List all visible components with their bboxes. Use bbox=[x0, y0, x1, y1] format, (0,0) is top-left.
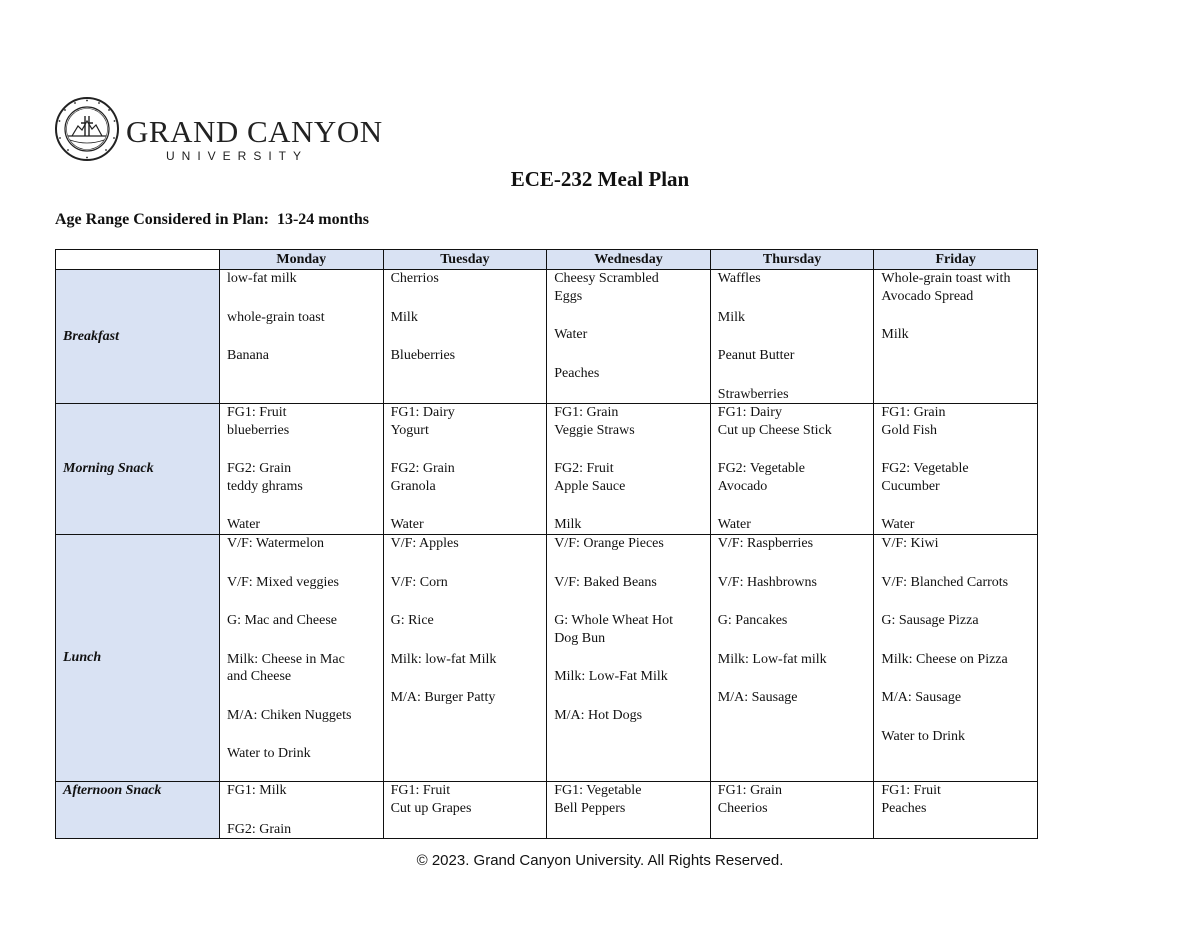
copyright-footer: © 2023. Grand Canyon University. All Rights Reserved. bbox=[416, 852, 784, 869]
cell-line-gap bbox=[391, 439, 543, 460]
university-seal-icon bbox=[54, 96, 120, 162]
cell-line-gap bbox=[881, 553, 1033, 574]
cell-line-gap bbox=[718, 553, 870, 574]
meal-cell bbox=[220, 404, 384, 535]
cell-line-gap bbox=[391, 630, 543, 651]
meal-cell bbox=[547, 782, 711, 839]
meal-cell bbox=[383, 270, 547, 404]
meal-item: Milk bbox=[717, 309, 746, 325]
header-day-tuesday: Tuesday bbox=[383, 250, 547, 270]
meal-item: Cut up Grapes bbox=[390, 800, 472, 816]
meal-item: Milk bbox=[390, 309, 418, 325]
cell-line-gap bbox=[554, 495, 706, 516]
meal-item: FG1: Vegetable bbox=[554, 783, 642, 798]
meal-cell bbox=[710, 270, 874, 404]
cell-line-gap bbox=[554, 439, 706, 460]
meal-item: V/F: Orange Pieces bbox=[554, 536, 664, 551]
document-title: ECE-232 Meal Plan bbox=[510, 167, 690, 191]
meal-item: Dog Bun bbox=[554, 630, 606, 646]
meal-item: FG1: Grain bbox=[554, 405, 619, 420]
cell-line-gap bbox=[554, 305, 706, 326]
meal-item: FG1: Grain bbox=[717, 783, 782, 798]
meal-cell bbox=[383, 404, 547, 535]
meal-item: Strawberries bbox=[717, 386, 789, 402]
meal-item: Water bbox=[554, 327, 588, 342]
cell-line-gap bbox=[227, 495, 379, 516]
meal-item: V/F: Corn bbox=[390, 574, 448, 590]
meal-item: Cut up Cheese Stick bbox=[717, 422, 832, 438]
cell-line-gap bbox=[227, 553, 379, 574]
meal-item: G: Whole Wheat Hot bbox=[554, 613, 674, 628]
cell-line-gap bbox=[227, 724, 379, 745]
meal-cell bbox=[383, 535, 547, 782]
row-label-breakfast: Breakfast bbox=[56, 270, 220, 404]
meal-item: Milk: Cheese in Mac bbox=[227, 651, 345, 667]
meal-item: FG2: Grain bbox=[390, 461, 455, 476]
meal-item: Eggs bbox=[554, 288, 583, 304]
meal-item: Milk: Cheese on Pizza bbox=[881, 651, 1008, 667]
meal-item: whole-grain toast bbox=[227, 309, 325, 325]
meal-item: Water bbox=[717, 517, 751, 532]
meal-item: V/F: Mixed veggies bbox=[227, 574, 339, 590]
meal-item: FG1: Grain bbox=[881, 405, 946, 420]
meal-item: Milk: Low-fat milk bbox=[717, 651, 827, 667]
meal-plan-body bbox=[56, 270, 1038, 839]
meal-cell bbox=[874, 270, 1038, 404]
meal-item: Water bbox=[390, 517, 424, 532]
cell-line-gap bbox=[881, 495, 1033, 516]
cell-line-gap bbox=[718, 495, 870, 516]
meal-cell bbox=[220, 270, 384, 404]
header-day-friday: Friday bbox=[874, 250, 1038, 270]
meal-item: Cheerios bbox=[717, 800, 768, 816]
meal-item: Gold Fish bbox=[881, 422, 937, 438]
row-label-morning-snack: Morning Snack bbox=[56, 404, 220, 535]
table-row bbox=[56, 404, 1038, 535]
meal-item: FG2: Vegetable bbox=[717, 461, 806, 476]
meal-item: V/F: Raspberries bbox=[717, 536, 814, 551]
meal-item: FG1: Milk bbox=[227, 783, 287, 798]
cell-line-gap bbox=[881, 630, 1033, 651]
cell-line-gap bbox=[554, 591, 706, 612]
cell-line-gap bbox=[391, 668, 543, 689]
meal-item: FG2: Grain bbox=[227, 821, 292, 837]
meal-cell bbox=[710, 535, 874, 782]
meal-item: Cherrios bbox=[390, 271, 439, 286]
meal-item: teddy ghrams bbox=[227, 478, 303, 494]
cell-line-gap bbox=[227, 686, 379, 707]
cell-line-gap bbox=[391, 591, 543, 612]
cell-line-gap bbox=[718, 630, 870, 651]
meal-cell bbox=[874, 404, 1038, 535]
gcu-logo bbox=[54, 96, 383, 166]
meal-item: FG2: Vegetable bbox=[881, 461, 969, 476]
meal-item: V/F: Hashbrowns bbox=[717, 574, 817, 590]
meal-item: Water bbox=[881, 517, 915, 532]
meal-item: G: Mac and Cheese bbox=[227, 613, 338, 628]
cell-line-gap bbox=[227, 326, 379, 347]
meal-item: G: Rice bbox=[390, 613, 434, 628]
meal-item: Whole-grain toast with bbox=[881, 271, 1011, 286]
cell-line-gap bbox=[227, 800, 379, 821]
meal-item: Blueberries bbox=[390, 348, 456, 363]
meal-item: V/F: Baked Beans bbox=[554, 574, 657, 590]
header-day-wednesday: Wednesday bbox=[547, 250, 711, 270]
cell-line-gap bbox=[718, 591, 870, 612]
meal-item: Milk bbox=[554, 517, 582, 532]
meal-item: low-fat milk bbox=[227, 271, 297, 286]
meal-item: Avocado bbox=[717, 478, 768, 494]
cell-line-gap bbox=[227, 591, 379, 612]
meal-item: M/A: Burger Patty bbox=[390, 690, 496, 705]
meal-item: FG2: Grain bbox=[227, 461, 292, 476]
meal-item: M/A: Chiken Nuggets bbox=[227, 707, 352, 723]
cell-line-gap bbox=[554, 344, 706, 365]
meal-item: Milk bbox=[881, 327, 909, 342]
meal-item: FG1: Fruit bbox=[881, 783, 941, 798]
meal-item: M/A: Hot Dogs bbox=[554, 707, 643, 723]
header-day-monday: Monday bbox=[220, 250, 384, 270]
meal-cell bbox=[547, 535, 711, 782]
cell-line-gap bbox=[881, 439, 1033, 460]
meal-item: G: Pancakes bbox=[717, 613, 788, 628]
meal-item: V/F: Apples bbox=[390, 536, 459, 551]
meal-cell bbox=[547, 270, 711, 404]
cell-line-gap bbox=[554, 647, 706, 668]
cell-line-gap bbox=[554, 553, 706, 574]
meal-item: Avocado Spread bbox=[881, 288, 974, 304]
table-row bbox=[56, 270, 1038, 404]
meal-cell bbox=[710, 782, 874, 839]
cell-line-gap bbox=[881, 305, 1033, 326]
meal-cell bbox=[547, 404, 711, 535]
meal-cell bbox=[710, 404, 874, 535]
table-row bbox=[56, 535, 1038, 782]
meal-item: Yogurt bbox=[390, 422, 429, 438]
meal-item: Waffles bbox=[717, 271, 761, 286]
meal-item: V/F: Kiwi bbox=[881, 536, 939, 551]
meal-item: Apple Sauce bbox=[554, 478, 626, 494]
row-label-afternoon-snack: Afternoon Snack bbox=[56, 782, 220, 839]
header-corner-cell bbox=[56, 250, 220, 270]
cell-line-gap bbox=[391, 495, 543, 516]
meal-item: FG1: Dairy bbox=[390, 405, 455, 420]
meal-item: FG2: Fruit bbox=[554, 461, 614, 476]
meal-item: V/F: Blanched Carrots bbox=[881, 574, 1009, 590]
meal-item: Water bbox=[227, 517, 261, 532]
meal-item: G: Sausage Pizza bbox=[881, 613, 979, 628]
logo-wordmark-line2: UNIVERSITY bbox=[166, 149, 309, 163]
cell-line-gap bbox=[718, 288, 870, 309]
cell-line-gap bbox=[718, 668, 870, 689]
row-label-lunch: Lunch bbox=[56, 535, 220, 782]
cell-line-gap bbox=[881, 668, 1033, 689]
cell-line-gap bbox=[391, 288, 543, 309]
meal-item: FG1: Dairy bbox=[717, 405, 782, 420]
meal-plan-table bbox=[55, 249, 1038, 839]
meal-item: Cucumber bbox=[881, 478, 940, 494]
meal-item: Milk: low-fat Milk bbox=[390, 651, 497, 667]
cell-line-gap bbox=[227, 288, 379, 309]
cell-line-gap bbox=[718, 439, 870, 460]
cell-line-gap bbox=[881, 707, 1033, 728]
cell-line-gap bbox=[391, 326, 543, 347]
cell-line-gap bbox=[718, 365, 870, 386]
cell-line-gap bbox=[881, 591, 1033, 612]
meal-cell bbox=[220, 535, 384, 782]
meal-item: M/A: Sausage bbox=[881, 690, 962, 705]
meal-cell bbox=[874, 535, 1038, 782]
cell-line-gap bbox=[391, 553, 543, 574]
meal-item: and Cheese bbox=[227, 669, 292, 684]
meal-item: Bell Peppers bbox=[554, 800, 626, 816]
meal-item: M/A: Sausage bbox=[717, 690, 798, 705]
meal-item: Cheesy Scrambled bbox=[554, 271, 659, 286]
cell-line-gap bbox=[554, 686, 706, 707]
meal-item: Water to Drink bbox=[227, 746, 311, 761]
logo-wordmark-line1: GRAND CANYON bbox=[126, 114, 383, 149]
meal-item: FG1: Fruit bbox=[390, 783, 451, 798]
meal-item: Banana bbox=[227, 348, 269, 363]
table-header-row bbox=[56, 250, 1038, 270]
cell-line-gap bbox=[227, 630, 379, 651]
meal-item: blueberries bbox=[227, 422, 290, 438]
header-day-thursday: Thursday bbox=[710, 250, 874, 270]
meal-item: Veggie Straws bbox=[554, 422, 635, 438]
table-row bbox=[56, 782, 1038, 839]
meal-item: V/F: Watermelon bbox=[227, 536, 324, 551]
meal-item: FG1: Fruit bbox=[227, 405, 287, 420]
meal-item: Peaches bbox=[554, 365, 600, 381]
meal-cell bbox=[220, 782, 384, 839]
meal-item: Granola bbox=[390, 478, 436, 494]
meal-item: Peanut Butter bbox=[717, 348, 795, 363]
meal-item: Water to Drink bbox=[881, 728, 965, 744]
meal-cell bbox=[874, 782, 1038, 839]
meal-item: Milk: Low-Fat Milk bbox=[554, 669, 668, 684]
age-range-line: Age Range Considered in Plan: 13-24 months bbox=[55, 211, 369, 228]
cell-line-gap bbox=[718, 326, 870, 347]
meal-cell bbox=[383, 782, 547, 839]
cell-line-gap bbox=[227, 439, 379, 460]
meal-item: Peaches bbox=[881, 800, 927, 816]
